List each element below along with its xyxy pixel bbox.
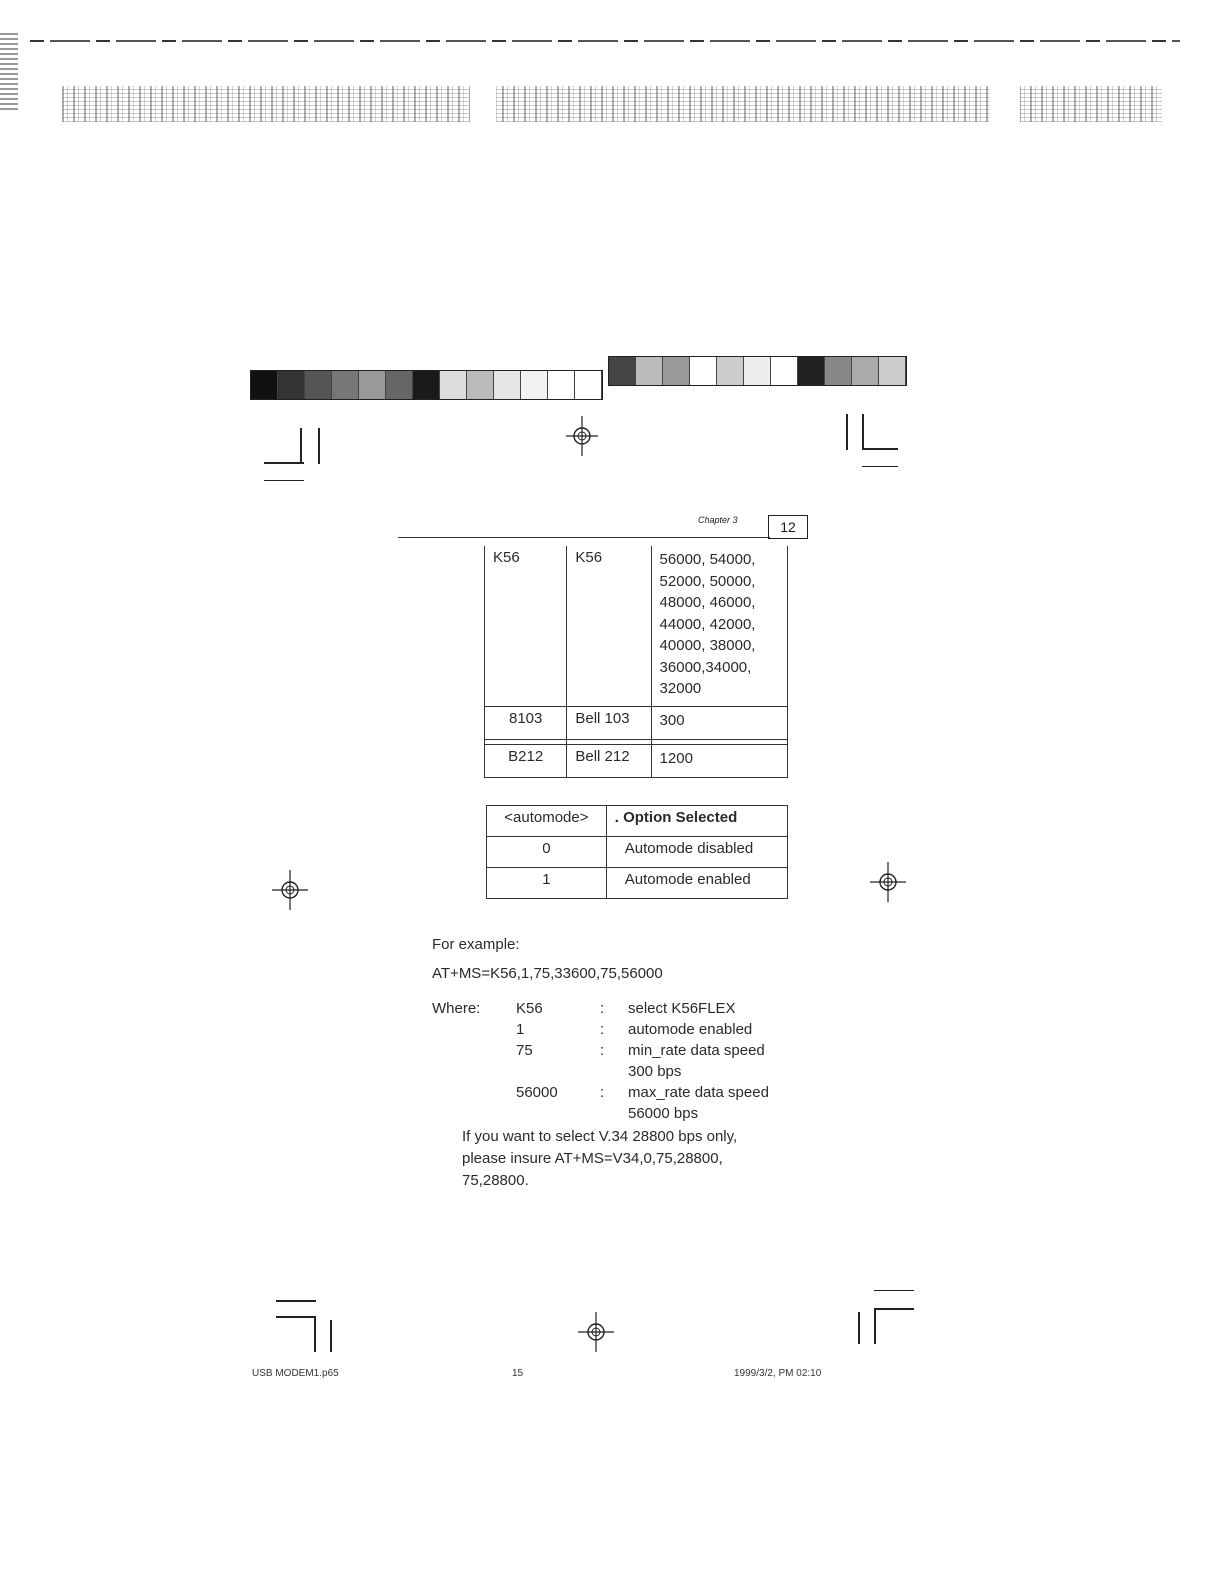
where-desc: max_rate data speed: [628, 1084, 769, 1101]
crop-mark: [264, 480, 304, 481]
column-header: . Option Selected: [606, 806, 787, 837]
crop-mark: [862, 414, 864, 450]
chapter-label: Chapter 3: [698, 515, 738, 525]
footer-sheet: 15: [512, 1368, 524, 1379]
crop-mark: [300, 428, 302, 464]
table-cell: Bell 212: [567, 745, 651, 778]
header-rule: [398, 537, 770, 538]
scan-top-line: [30, 40, 1180, 42]
where-desc: automode enabled: [628, 1021, 753, 1038]
table-row: [485, 707, 788, 740]
table-cell: 300: [651, 707, 787, 740]
where-sep: :: [600, 1084, 605, 1101]
table-cell: B212: [485, 745, 567, 778]
example-command: AT+MS=K56,1,75,33600,75,56000: [432, 965, 663, 982]
table-row: [487, 837, 788, 868]
table-row: [485, 546, 788, 707]
note-line: If you want to select V.34 28800 bps only,: [462, 1128, 738, 1145]
table-cell: 1: [487, 868, 607, 899]
rate-line: 52000, 50000,: [659, 572, 756, 590]
table-header-row: [487, 806, 788, 837]
note-line: 75,28800.: [462, 1172, 529, 1189]
where-sep: :: [600, 1042, 605, 1059]
where-key: 75: [516, 1042, 533, 1059]
table-cell: Bell 103: [567, 707, 651, 740]
footer-filename: USB MODEM1.p65: [252, 1368, 339, 1379]
table-row: [487, 868, 788, 899]
where-sep: :: [600, 1000, 605, 1017]
crop-mark: [314, 1316, 316, 1352]
crop-mark: [330, 1320, 332, 1352]
crop-mark: [874, 1310, 876, 1344]
rate-line: 36000,34000,: [659, 658, 752, 676]
page-number: 12: [768, 515, 808, 539]
rate-line: 56000, 54000,: [659, 551, 756, 568]
table-cell: 0: [487, 837, 607, 868]
crop-mark: [874, 1308, 914, 1310]
where-key: 1: [516, 1021, 525, 1038]
registration-target-icon: [576, 1312, 616, 1352]
where-desc: 56000 bps: [628, 1105, 699, 1122]
table-cell: 1200: [651, 745, 787, 778]
where-desc: 300 bps: [628, 1063, 682, 1080]
crop-mark: [264, 462, 304, 464]
rate-line: 44000, 42000,: [659, 615, 756, 633]
scan-edge-artifact: [0, 30, 18, 110]
registration-target-icon: [868, 862, 908, 902]
where-sep: :: [600, 1021, 605, 1038]
crop-mark: [276, 1300, 316, 1302]
table-cell: 8103: [485, 707, 567, 740]
table-cell: Automode disabled: [606, 837, 787, 868]
rate-line: 48000, 46000,: [659, 594, 756, 611]
note-line: please insure AT+MS=V34,0,75,28800,: [462, 1150, 723, 1167]
color-bar-left: [250, 370, 603, 400]
rate-line: 40000, 38000,: [659, 637, 756, 654]
speed-table: [484, 546, 788, 778]
where-desc: min_rate data speed: [628, 1042, 765, 1059]
table-row: [485, 745, 788, 778]
example-label: For example:: [432, 936, 520, 953]
registration-target-icon: [270, 870, 310, 910]
rate-line: 32000: [659, 680, 702, 697]
footer-timestamp: 1999/3/2, PM 02:10: [734, 1368, 822, 1379]
where-key: K56: [516, 1000, 543, 1017]
crop-mark: [862, 448, 898, 450]
crop-mark: [862, 466, 898, 467]
crop-mark: [318, 428, 320, 464]
scan-noise-gap: [470, 80, 496, 128]
table-cell: K56: [485, 546, 567, 707]
table-cell: [651, 546, 787, 707]
where-desc: select K56FLEX: [628, 1000, 736, 1017]
crop-mark: [858, 1312, 860, 1344]
where-key: 56000: [516, 1084, 558, 1101]
crop-mark: [276, 1316, 316, 1318]
table-cell: K56: [567, 546, 651, 707]
automode-table: [486, 805, 788, 899]
crop-mark: [846, 414, 848, 450]
crop-mark: [874, 1290, 914, 1291]
column-header: <automode>: [487, 806, 607, 837]
color-bar-right: [608, 356, 907, 386]
scan-noise-gap: [990, 80, 1020, 128]
where-label: Where:: [432, 1000, 481, 1017]
table-cell: Automode enabled: [606, 868, 787, 899]
registration-target-icon: [562, 416, 602, 456]
